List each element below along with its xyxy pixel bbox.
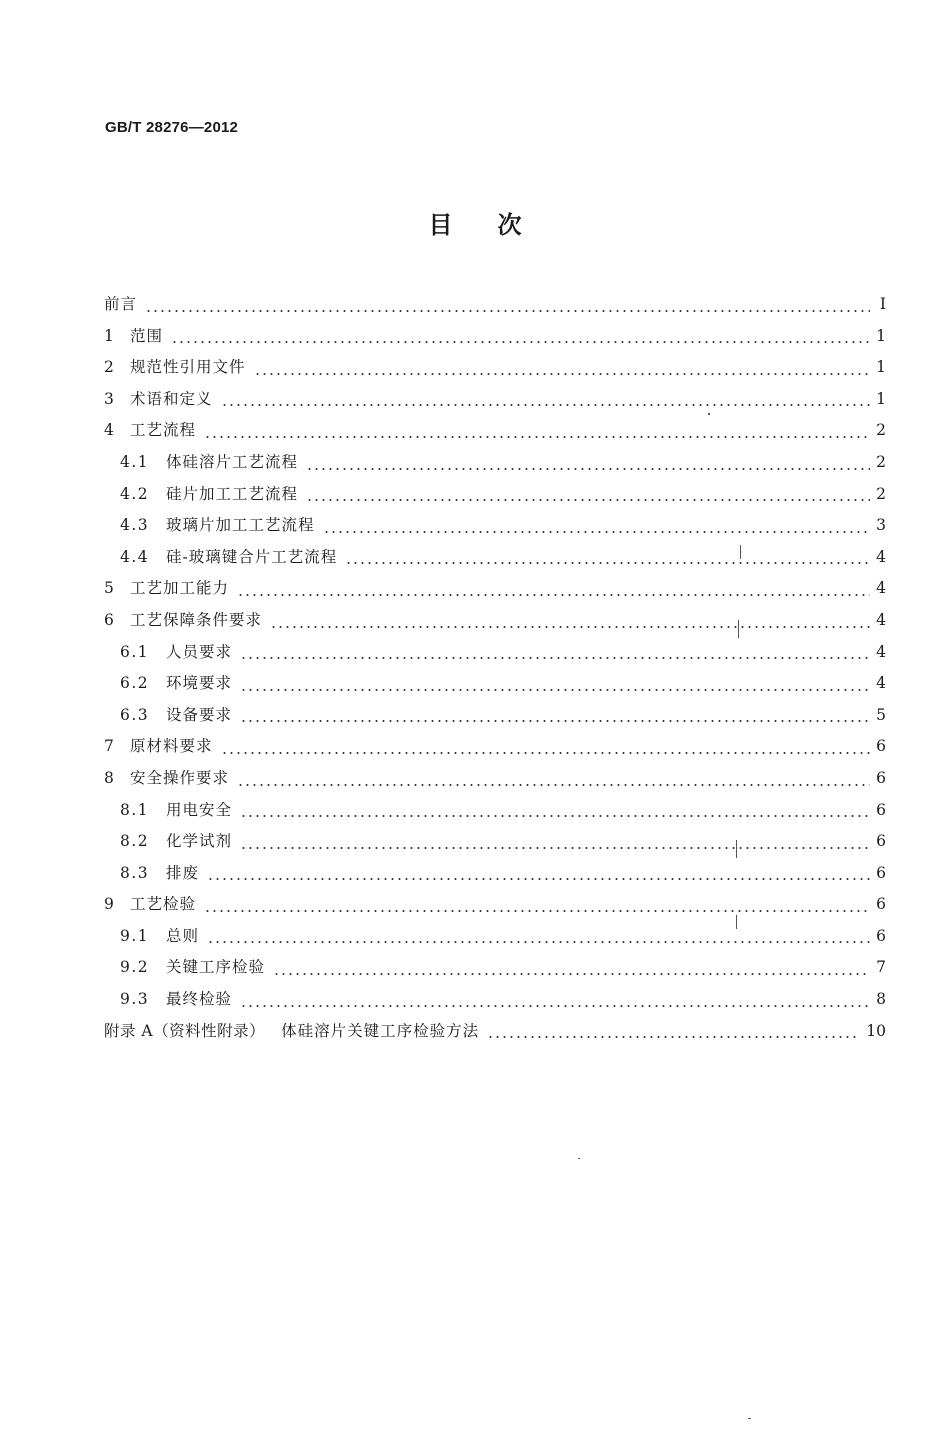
toc-entry-page: 6 xyxy=(876,895,886,914)
toc-dot-leader xyxy=(207,878,870,880)
scan-speck xyxy=(708,413,710,415)
toc-title: 目次 xyxy=(428,211,567,239)
toc-entry-page: 2 xyxy=(876,484,886,503)
toc-entry-label: 工艺检验 xyxy=(130,895,197,914)
toc-entry-8-3[interactable] xyxy=(104,858,886,890)
toc-entry-9[interactable] xyxy=(104,889,886,921)
toc-entry-number: 2 xyxy=(104,358,115,377)
toc-dot-leader xyxy=(240,847,870,849)
toc-dot-leader xyxy=(487,1036,860,1038)
table-of-contents xyxy=(104,289,886,1047)
toc-entry-number: 6.3 xyxy=(120,705,150,724)
scan-speck xyxy=(736,915,737,929)
toc-entry-page: 4 xyxy=(876,610,886,629)
toc-dot-leader xyxy=(237,784,870,786)
scan-speck xyxy=(748,1418,751,1419)
toc-entry-number: 9.1 xyxy=(120,926,150,945)
toc-entry-label: 体硅溶片工艺流程 xyxy=(166,452,299,471)
toc-dot-leader xyxy=(237,594,870,596)
toc-entry-label: 最终检验 xyxy=(166,990,233,1009)
toc-entry-label: 用电安全 xyxy=(166,800,233,819)
toc-dot-leader xyxy=(323,531,870,533)
toc-entry-number: 8.3 xyxy=(120,863,150,882)
toc-entry-label: 规范性引用文件 xyxy=(130,358,246,377)
toc-entry-page: 2 xyxy=(876,452,886,471)
toc-entry-8-2[interactable] xyxy=(104,826,886,858)
toc-entry-label: 工艺保障条件要求 xyxy=(130,610,263,629)
toc-dot-leader xyxy=(345,562,870,564)
toc-entry-page: 4 xyxy=(876,579,886,598)
toc-entry-number: 4.4 xyxy=(120,547,150,566)
toc-entry-4-4[interactable] xyxy=(104,542,886,574)
toc-entry-4-3[interactable] xyxy=(104,510,886,542)
toc-dot-leader xyxy=(306,468,870,470)
toc-entry-page: 6 xyxy=(876,800,886,819)
toc-entry-label: 硅片加工工艺流程 xyxy=(166,484,299,503)
toc-entry-number: 4.2 xyxy=(120,484,150,503)
toc-entry-page: 2 xyxy=(876,421,886,440)
toc-dot-leader xyxy=(306,499,870,501)
toc-dot-leader xyxy=(240,1005,870,1007)
toc-entry-number: 4 xyxy=(104,421,115,440)
toc-entry-number: 8.2 xyxy=(120,832,150,851)
toc-entry-appendix-a[interactable] xyxy=(104,1016,886,1048)
toc-entry-label: 设备要求 xyxy=(166,705,233,724)
toc-entry-9-2[interactable] xyxy=(104,952,886,984)
scan-speck xyxy=(578,1158,580,1159)
toc-entry-page: 6 xyxy=(876,768,886,787)
toc-entry-label: 硅-玻璃键合片工艺流程 xyxy=(166,547,338,566)
toc-entry-7[interactable] xyxy=(104,731,886,763)
toc-dot-leader xyxy=(204,910,870,912)
toc-entry-8[interactable] xyxy=(104,763,886,795)
toc-entry-number: 8.1 xyxy=(120,800,150,819)
toc-entry-number: 5 xyxy=(104,579,115,598)
toc-entry-page: 6 xyxy=(876,832,886,851)
toc-entry-5[interactable] xyxy=(104,573,886,605)
toc-dot-leader xyxy=(204,436,870,438)
toc-entry-page: 4 xyxy=(876,547,886,566)
scan-speck xyxy=(738,620,739,638)
toc-entry-page: 8 xyxy=(876,990,886,1009)
toc-dot-leader xyxy=(240,815,870,817)
scan-speck xyxy=(736,840,737,858)
toc-entry-page: 7 xyxy=(876,958,886,977)
toc-dot-leader xyxy=(240,657,870,659)
toc-dot-leader xyxy=(240,720,870,722)
toc-entry-label: 前言 xyxy=(104,295,138,313)
toc-entry-2[interactable] xyxy=(104,352,886,384)
toc-entry-label: 环境要求 xyxy=(166,674,233,693)
toc-entry-1[interactable] xyxy=(104,321,886,353)
toc-dot-leader xyxy=(145,310,870,312)
toc-dot-leader xyxy=(207,941,870,943)
toc-entry-number: 9.3 xyxy=(120,990,150,1009)
toc-dot-leader xyxy=(221,752,870,754)
toc-entry-label: 化学试剂 xyxy=(166,832,233,851)
document-code: GB/T 28276—2012 xyxy=(105,119,239,136)
toc-entry-number: 6 xyxy=(104,610,115,629)
toc-entry-label: 工艺加工能力 xyxy=(130,579,230,598)
toc-dot-leader xyxy=(270,626,870,628)
toc-entry-number: 6.1 xyxy=(120,642,150,661)
toc-entry-label: 人员要求 xyxy=(166,642,233,661)
toc-entry-page: 6 xyxy=(876,926,886,945)
toc-dot-leader xyxy=(221,404,870,406)
toc-dot-leader xyxy=(254,373,870,375)
toc-entry-6-2[interactable] xyxy=(104,668,886,700)
toc-entry-number: 8 xyxy=(104,768,115,787)
toc-entry-number: 7 xyxy=(104,737,115,756)
toc-entry-page: 6 xyxy=(876,737,886,756)
toc-entry-9-1[interactable] xyxy=(104,921,886,953)
toc-entry-number: 4.1 xyxy=(120,452,150,471)
scan-speck xyxy=(740,545,741,559)
toc-entry-page: 5 xyxy=(876,705,886,724)
toc-entry-6[interactable] xyxy=(104,605,886,637)
toc-entry-label: 工艺流程 xyxy=(130,421,197,440)
toc-entry-number: 9 xyxy=(104,895,115,914)
toc-entry-label: 原材料要求 xyxy=(130,737,213,756)
toc-entry-page: 1 xyxy=(876,326,886,345)
toc-entry-page: 1 xyxy=(876,358,886,377)
toc-entry-number: 附录 A（资料性附录） xyxy=(104,1021,266,1040)
toc-entry-6-3[interactable] xyxy=(104,700,886,732)
toc-entry-number: 6.2 xyxy=(120,674,150,693)
toc-entry-6-1[interactable] xyxy=(104,637,886,669)
toc-entry-page: 10 xyxy=(866,1021,886,1040)
toc-entry-label: 排废 xyxy=(166,863,200,882)
toc-entry-label: 体硅溶片关键工序检验方法 xyxy=(281,1021,480,1040)
toc-entry-label: 范围 xyxy=(130,326,164,345)
toc-entry-label: 术语和定义 xyxy=(130,389,213,408)
toc-entry-8-1[interactable] xyxy=(104,795,886,827)
toc-entry-page: 4 xyxy=(876,642,886,661)
toc-entry-label: 安全操作要求 xyxy=(130,768,230,787)
toc-entry-number: 1 xyxy=(104,326,115,345)
toc-entry-number: 3 xyxy=(104,389,115,408)
toc-dot-leader xyxy=(273,973,870,975)
toc-entry-label: 关键工序检验 xyxy=(166,958,266,977)
toc-entry-foreword[interactable] xyxy=(104,289,886,321)
toc-entry-number: 4.3 xyxy=(120,516,150,535)
toc-entry-page: 4 xyxy=(876,674,886,693)
toc-entry-3[interactable] xyxy=(104,384,886,416)
toc-entry-page: 6 xyxy=(876,863,886,882)
toc-entry-page: 3 xyxy=(876,516,886,535)
toc-entry-9-3[interactable] xyxy=(104,984,886,1016)
toc-entry-page: Ⅰ xyxy=(879,295,886,313)
toc-dot-leader xyxy=(171,341,870,343)
toc-entry-label: 玻璃片加工工艺流程 xyxy=(166,516,315,535)
toc-entry-4[interactable] xyxy=(104,415,886,447)
toc-dot-leader xyxy=(240,689,870,691)
toc-entry-4-1[interactable] xyxy=(104,447,886,479)
toc-entry-number: 9.2 xyxy=(120,958,150,977)
toc-entry-4-2[interactable] xyxy=(104,479,886,511)
toc-entry-label: 总则 xyxy=(166,926,200,945)
toc-entry-page: 1 xyxy=(876,389,886,408)
